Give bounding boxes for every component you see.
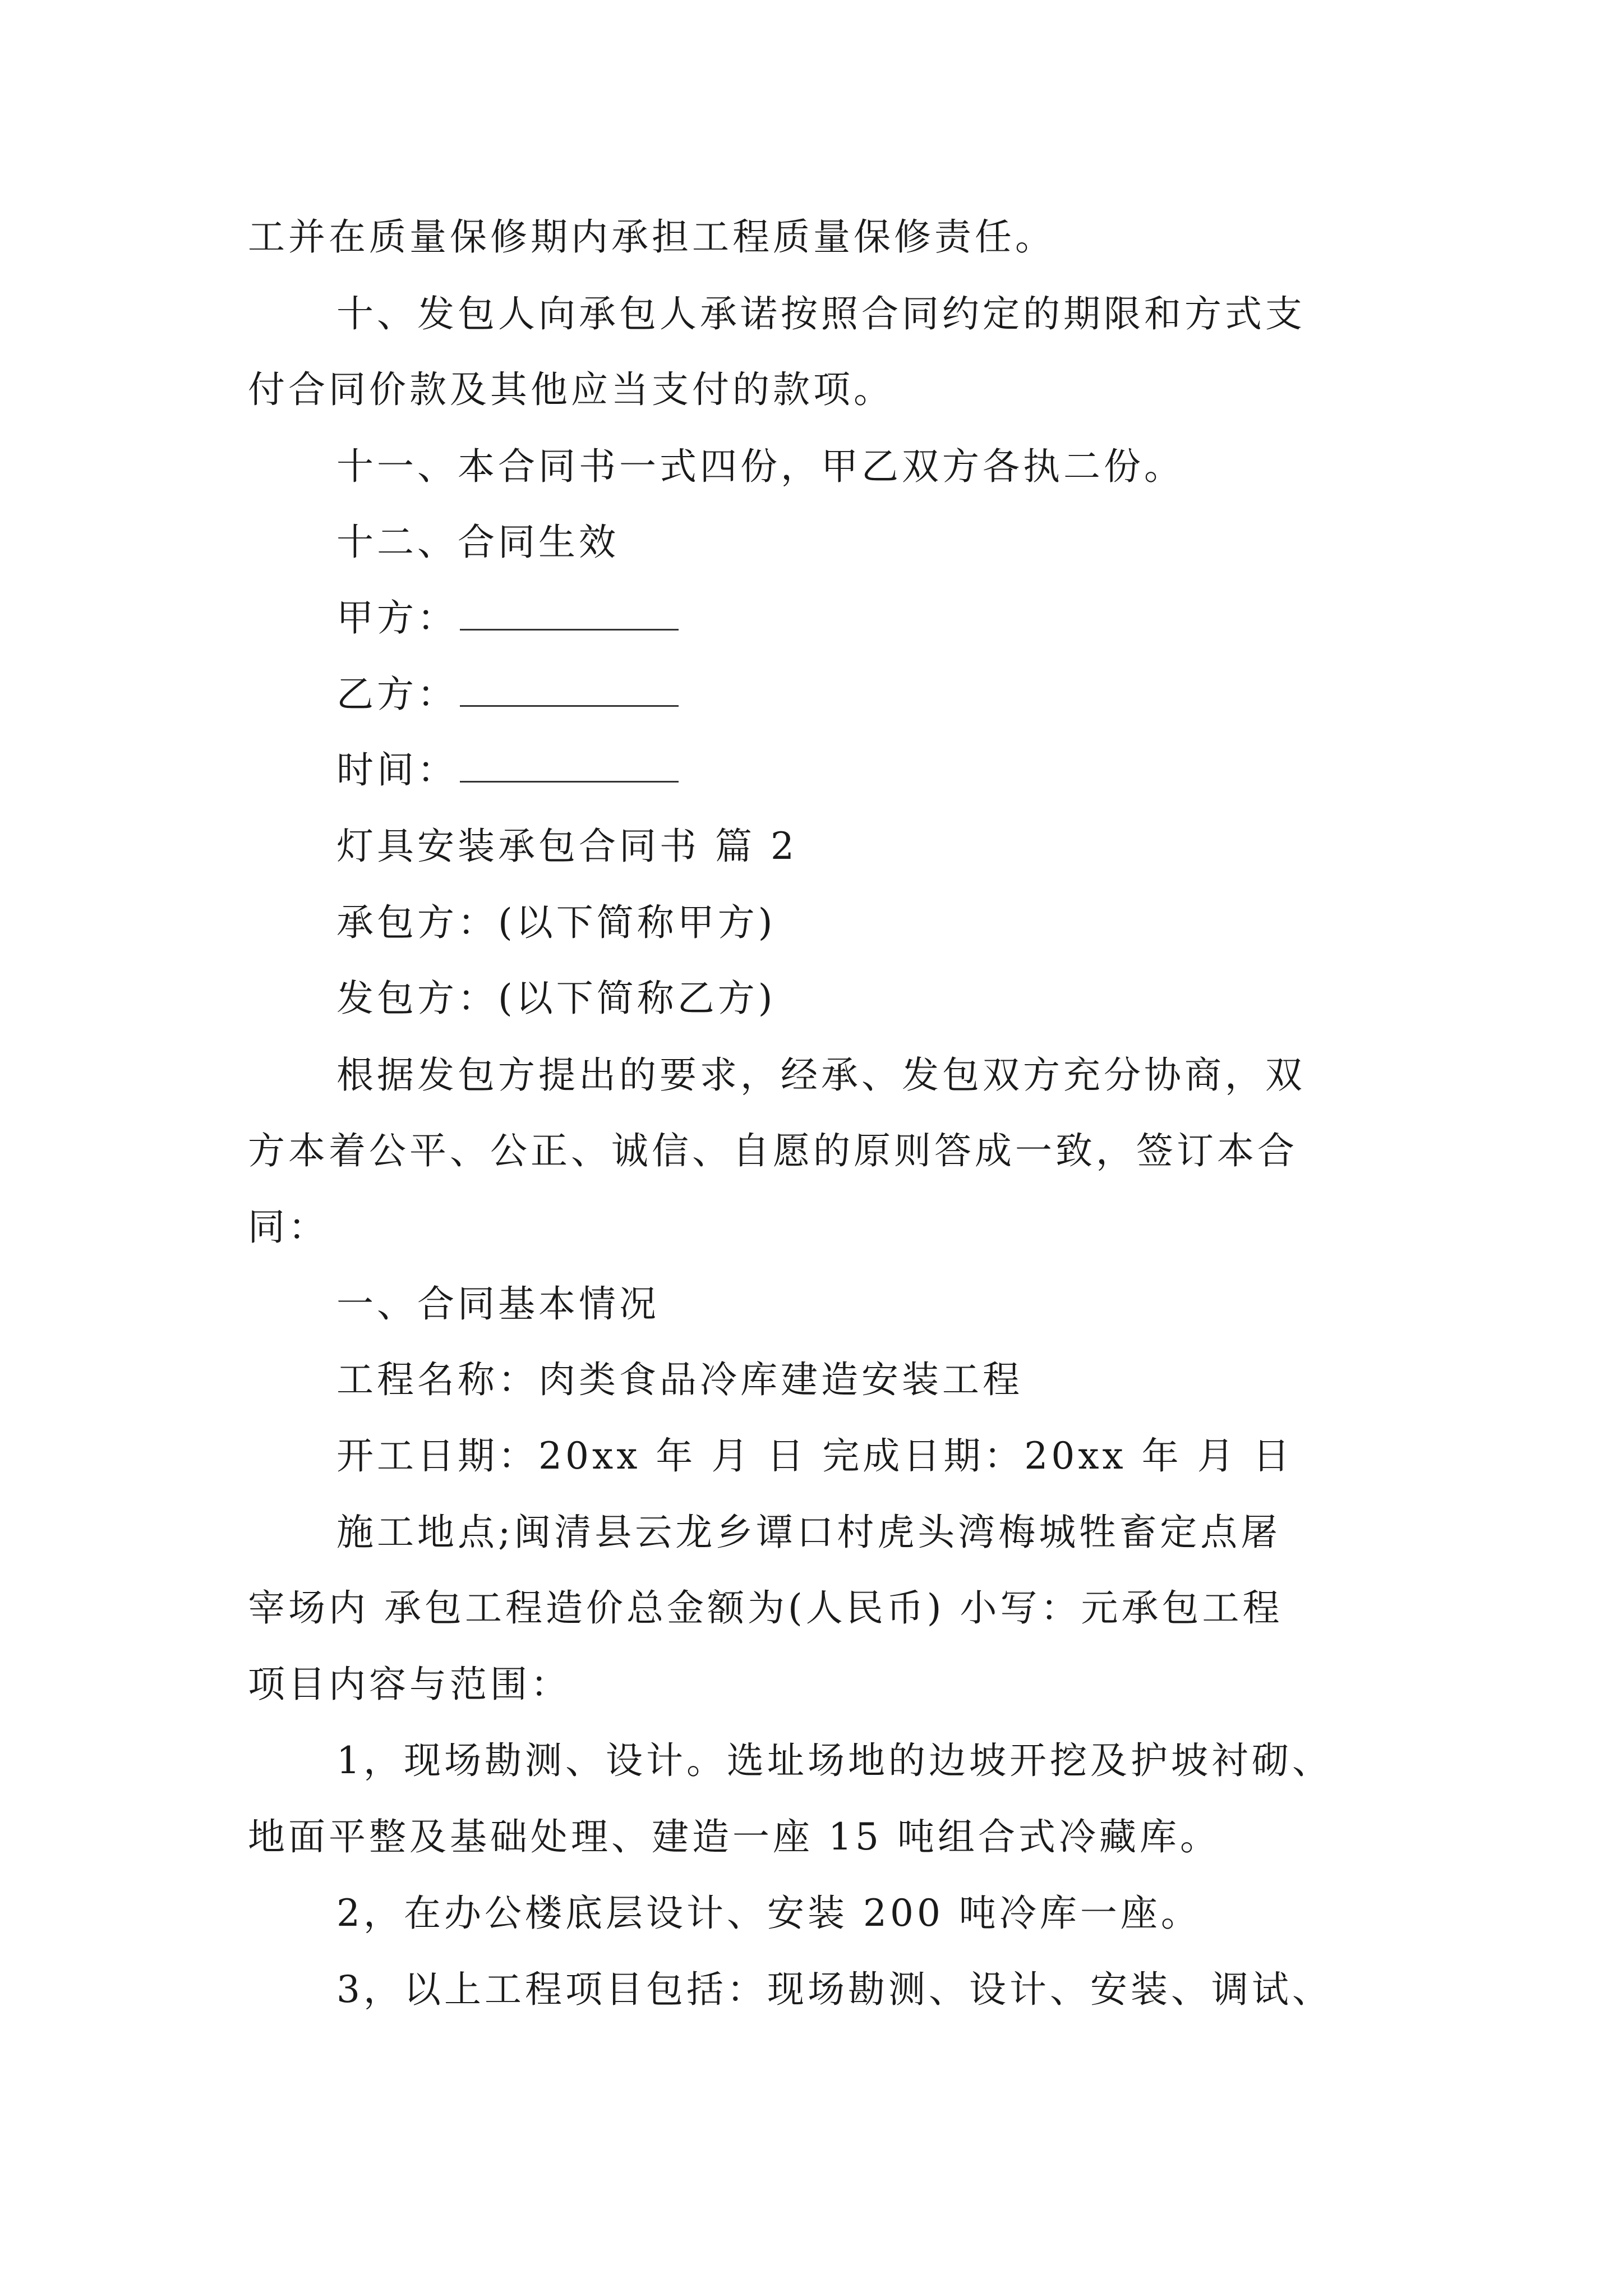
signature-party-a xyxy=(336,593,679,643)
party-b-label: 乙方： xyxy=(336,673,458,716)
time-label: 时间： xyxy=(336,748,458,792)
text-line: 宰场内 承包工程造价总金额为(人民币) 小写：元承包工程 xyxy=(248,1586,1283,1630)
clause-10: 十、发包人向承包人承诺按照合同约定的期限和方式支 xyxy=(336,292,1306,335)
clause-11: 十一、本合同书一式四份，甲乙双方各执二份。 xyxy=(336,445,1184,488)
party-a-label: 甲方： xyxy=(336,596,458,639)
project-name: 工程名称：肉类食品冷库建造安装工程 xyxy=(336,1358,1023,1401)
signature-time xyxy=(336,745,679,795)
section-title: 灯具安装承包合同书 篇 2 xyxy=(336,825,797,868)
item-1: 1，现场勘测、设计。选址场地的边坡开挖及护坡衬砌、 xyxy=(336,1739,1332,1782)
time-blank xyxy=(460,745,679,783)
party-a-blank xyxy=(460,593,679,631)
item-2: 2，在办公楼底层设计、安装 200 吨冷库一座。 xyxy=(336,1892,1201,1935)
text-line: 方本着公平、公正、诚信、自愿的原则答成一致，签订本合 xyxy=(248,1129,1298,1172)
clause-12: 十二、合同生效 xyxy=(336,521,619,564)
text-line: 地面平整及基础处理、建造一座 15 吨组合式冷藏库。 xyxy=(248,1815,1220,1858)
text-line: 根据发包方提出的要求，经承、发包双方充分协商，双 xyxy=(336,1053,1306,1097)
signature-party-b xyxy=(336,669,679,720)
text-line: 付合同价款及其他应当支付的款项。 xyxy=(248,368,894,411)
contractor-line: 承包方：(以下简称甲方) xyxy=(336,901,776,944)
text-line: 同： xyxy=(248,1205,329,1249)
project-dates: 开工日期：20xx 年 月 日 完成日期：20xx 年 月 日 xyxy=(336,1434,1293,1478)
item-3: 3，以上工程项目包括：现场勘测、设计、安装、调试、 xyxy=(336,1968,1332,2011)
party-b-blank xyxy=(460,669,679,707)
client-line: 发包方：(以下简称乙方) xyxy=(336,977,776,1020)
text-line: 施工地点;闽清县云龙乡谭口村虎头湾梅城牲畜定点屠 xyxy=(336,1511,1281,1554)
text-line: 项目内容与范围： xyxy=(248,1663,571,1706)
section-heading: 一、合同基本情况 xyxy=(336,1282,660,1326)
text-line: 工并在质量保修期内承担工程质量保修责任。 xyxy=(248,215,1055,259)
